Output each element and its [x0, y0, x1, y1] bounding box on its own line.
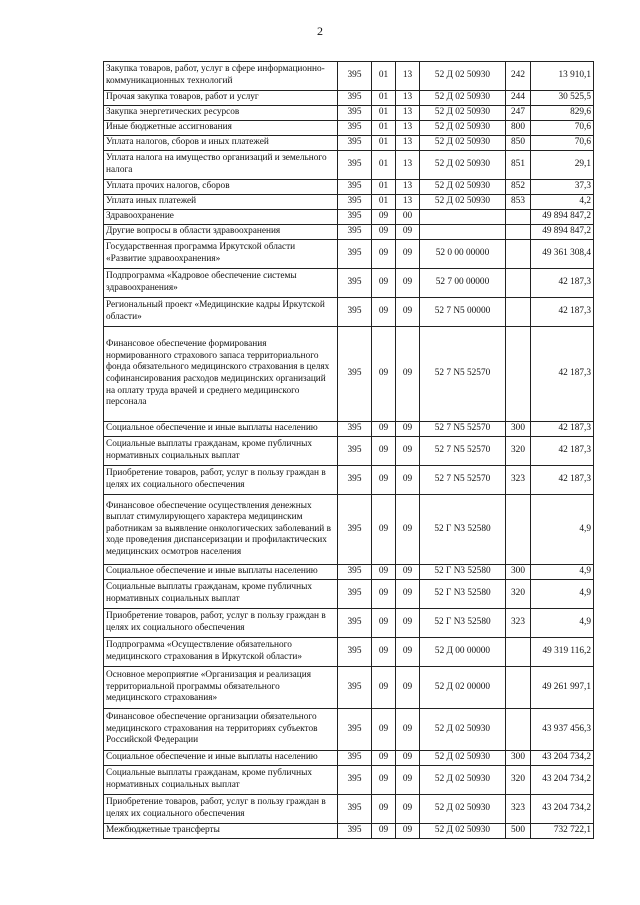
- section-code-cell: 09: [372, 269, 396, 298]
- subsection-code-cell: 13: [396, 62, 420, 91]
- table-row: [104, 269, 594, 298]
- section-code-cell: 09: [372, 638, 396, 667]
- department-code-cell: 395: [338, 580, 372, 609]
- section-code-cell: 01: [372, 91, 396, 106]
- section-code-cell: 09: [372, 466, 396, 495]
- target-article-cell: 52 7 N5 52570: [420, 327, 506, 422]
- expense-name-cell: Межбюджетные трансферты: [104, 824, 338, 839]
- page-number: 2: [317, 24, 323, 38]
- table-row: [104, 180, 594, 195]
- amount-cell: 42 187,3: [531, 327, 594, 422]
- expense-type-cell: [506, 667, 531, 709]
- section-code-cell: 01: [372, 136, 396, 151]
- amount-cell: 732 722,1: [531, 824, 594, 839]
- subsection-code-cell: 09: [396, 751, 420, 766]
- subsection-code-cell: 13: [396, 180, 420, 195]
- target-article-cell: 52 Г N3 52580: [420, 565, 506, 580]
- expense-type-cell: 323: [506, 609, 531, 638]
- subsection-code-cell: 09: [396, 437, 420, 466]
- table-row: [104, 495, 594, 565]
- subsection-code-cell: 13: [396, 121, 420, 136]
- department-code-cell: 395: [338, 210, 372, 225]
- target-article-cell: 52 0 00 00000: [420, 240, 506, 269]
- amount-cell: 43 204 734,2: [531, 766, 594, 795]
- table-row: [104, 751, 594, 766]
- section-code-cell: 09: [372, 580, 396, 609]
- target-article-cell: 52 Г N3 52580: [420, 609, 506, 638]
- target-article-cell: 52 Д 00 00000: [420, 638, 506, 667]
- department-code-cell: 395: [338, 240, 372, 269]
- target-article-cell: 52 Д 02 50930: [420, 195, 506, 210]
- subsection-code-cell: 13: [396, 91, 420, 106]
- amount-cell: 42 187,3: [531, 422, 594, 437]
- expense-type-cell: 247: [506, 106, 531, 121]
- amount-cell: 49 894 847,2: [531, 210, 594, 225]
- expense-type-cell: 852: [506, 180, 531, 195]
- amount-cell: 4,9: [531, 565, 594, 580]
- expense-name-cell: Другие вопросы в области здравоохранения: [104, 225, 338, 240]
- target-article-cell: [420, 210, 506, 225]
- amount-cell: 49 319 116,2: [531, 638, 594, 667]
- expense-type-cell: 851: [506, 151, 531, 180]
- department-code-cell: 395: [338, 62, 372, 91]
- expense-type-cell: 244: [506, 91, 531, 106]
- expense-type-cell: [506, 495, 531, 565]
- table-row: [104, 795, 594, 824]
- table-row: [104, 609, 594, 638]
- amount-cell: 42 187,3: [531, 437, 594, 466]
- section-code-cell: 01: [372, 180, 396, 195]
- table-row: [104, 327, 594, 422]
- section-code-cell: 09: [372, 298, 396, 327]
- department-code-cell: 395: [338, 298, 372, 327]
- expense-type-cell: [506, 298, 531, 327]
- expense-type-cell: [506, 210, 531, 225]
- target-article-cell: 52 Д 02 50930: [420, 751, 506, 766]
- subsection-code-cell: 09: [396, 638, 420, 667]
- budget-table: [103, 61, 594, 839]
- subsection-code-cell: 09: [396, 225, 420, 240]
- target-article-cell: 52 Д 02 50930: [420, 795, 506, 824]
- expense-name-cell: Уплата прочих налогов, сборов: [104, 180, 338, 195]
- subsection-code-cell: 09: [396, 495, 420, 565]
- amount-cell: 43 937 456,3: [531, 709, 594, 751]
- department-code-cell: 395: [338, 91, 372, 106]
- expense-name-cell: Социальное обеспечение и иные выплаты населению: [104, 751, 338, 766]
- amount-cell: 42 187,3: [531, 466, 594, 495]
- target-article-cell: 52 Д 02 50930: [420, 709, 506, 751]
- expense-type-cell: 242: [506, 62, 531, 91]
- department-code-cell: 395: [338, 195, 372, 210]
- subsection-code-cell: 09: [396, 327, 420, 422]
- expense-name-cell: Социальные выплаты гражданам, кроме публичных нормативных социальных выплат: [104, 766, 338, 795]
- target-article-cell: 52 7 N5 00000: [420, 298, 506, 327]
- subsection-code-cell: 09: [396, 667, 420, 709]
- amount-cell: 70,6: [531, 136, 594, 151]
- department-code-cell: 395: [338, 180, 372, 195]
- subsection-code-cell: 09: [396, 422, 420, 437]
- table-row: [104, 121, 594, 136]
- department-code-cell: 395: [338, 225, 372, 240]
- target-article-cell: 52 Д 02 50930: [420, 766, 506, 795]
- expense-name-cell: Приобретение товаров, работ, услуг в пользу граждан в целях их социального обеспечения: [104, 466, 338, 495]
- target-article-cell: 52 Д 02 50930: [420, 106, 506, 121]
- subsection-code-cell: 09: [396, 269, 420, 298]
- amount-cell: 70,6: [531, 121, 594, 136]
- target-article-cell: 52 7 N5 52570: [420, 466, 506, 495]
- amount-cell: 30 525,5: [531, 91, 594, 106]
- section-code-cell: 09: [372, 327, 396, 422]
- amount-cell: 4,9: [531, 495, 594, 565]
- expense-name-cell: Подпрограмма «Осуществление обязательного медицинского страхования в Иркутской области»: [104, 638, 338, 667]
- table-row: [104, 136, 594, 151]
- section-code-cell: 09: [372, 225, 396, 240]
- subsection-code-cell: 09: [396, 709, 420, 751]
- expense-type-cell: 320: [506, 766, 531, 795]
- amount-cell: 29,1: [531, 151, 594, 180]
- department-code-cell: 395: [338, 106, 372, 121]
- target-article-cell: 52 7 00 00000: [420, 269, 506, 298]
- expense-type-cell: 323: [506, 795, 531, 824]
- table-row: [104, 766, 594, 795]
- department-code-cell: 395: [338, 121, 372, 136]
- subsection-code-cell: 09: [396, 298, 420, 327]
- subsection-code-cell: 09: [396, 580, 420, 609]
- expense-type-cell: [506, 638, 531, 667]
- table-row: [104, 240, 594, 269]
- amount-cell: 13 910,1: [531, 62, 594, 91]
- department-code-cell: 395: [338, 766, 372, 795]
- subsection-code-cell: 09: [396, 240, 420, 269]
- subsection-code-cell: 00: [396, 210, 420, 225]
- section-code-cell: 09: [372, 609, 396, 638]
- expense-type-cell: 300: [506, 751, 531, 766]
- department-code-cell: 395: [338, 327, 372, 422]
- target-article-cell: 52 Д 02 50930: [420, 151, 506, 180]
- target-article-cell: 52 Д 02 50930: [420, 824, 506, 839]
- expense-name-cell: Финансовое обеспечение осуществления денежных выплат стимулирующего характера медицинским работникам за выявление онкологических заболеваний в ходе проведения диспансеризации и профилактических медицинских осмотров населения: [104, 495, 338, 565]
- expense-name-cell: Социальное обеспечение и иные выплаты населению: [104, 565, 338, 580]
- amount-cell: 829,6: [531, 106, 594, 121]
- section-code-cell: 09: [372, 437, 396, 466]
- target-article-cell: 52 Г N3 52580: [420, 580, 506, 609]
- budget-table-body: [104, 62, 594, 839]
- expense-name-cell: Социальные выплаты гражданам, кроме публичных нормативных социальных выплат: [104, 580, 338, 609]
- expense-name-cell: Закупка энергетических ресурсов: [104, 106, 338, 121]
- table-row: [104, 106, 594, 121]
- expense-name-cell: Приобретение товаров, работ, услуг в пользу граждан в целях их социального обеспечения: [104, 609, 338, 638]
- department-code-cell: 395: [338, 638, 372, 667]
- expense-type-cell: 853: [506, 195, 531, 210]
- amount-cell: 4,9: [531, 609, 594, 638]
- table-row: [104, 437, 594, 466]
- table-row: [104, 565, 594, 580]
- expense-type-cell: [506, 327, 531, 422]
- expense-name-cell: Финансовое обеспечение организации обязательного медицинского страхования на территориях субъектов Российской Федерации: [104, 709, 338, 751]
- expense-name-cell: Основное мероприятие «Организация и реализация территориальной программы обязательного медицинского страхования»: [104, 667, 338, 709]
- table-row: [104, 466, 594, 495]
- table-row: [104, 62, 594, 91]
- department-code-cell: 395: [338, 609, 372, 638]
- section-code-cell: 09: [372, 751, 396, 766]
- expense-name-cell: Уплата иных платежей: [104, 195, 338, 210]
- subsection-code-cell: 09: [396, 609, 420, 638]
- table-row: [104, 638, 594, 667]
- expense-type-cell: 320: [506, 580, 531, 609]
- expense-type-cell: 300: [506, 565, 531, 580]
- section-code-cell: 01: [372, 195, 396, 210]
- amount-cell: 49 361 308,4: [531, 240, 594, 269]
- expense-name-cell: Уплата налога на имущество организаций и земельного налога: [104, 151, 338, 180]
- section-code-cell: 09: [372, 210, 396, 225]
- expense-name-cell: Прочая закупка товаров, работ и услуг: [104, 91, 338, 106]
- target-article-cell: [420, 225, 506, 240]
- target-article-cell: 52 7 N5 52570: [420, 422, 506, 437]
- table-row: [104, 422, 594, 437]
- department-code-cell: 395: [338, 437, 372, 466]
- expense-type-cell: 320: [506, 437, 531, 466]
- table-row: [104, 195, 594, 210]
- section-code-cell: 09: [372, 495, 396, 565]
- table-row: [104, 709, 594, 751]
- expense-name-cell: Социальные выплаты гражданам, кроме публичных нормативных социальных выплат: [104, 437, 338, 466]
- subsection-code-cell: 09: [396, 565, 420, 580]
- expense-type-cell: [506, 225, 531, 240]
- table-row: [104, 298, 594, 327]
- section-code-cell: 01: [372, 62, 396, 91]
- section-code-cell: 09: [372, 565, 396, 580]
- department-code-cell: 395: [338, 795, 372, 824]
- target-article-cell: 52 Д 02 50930: [420, 62, 506, 91]
- amount-cell: 4,9: [531, 580, 594, 609]
- section-code-cell: 09: [372, 824, 396, 839]
- expense-name-cell: Государственная программа Иркутской области «Развитие здравоохранения»: [104, 240, 338, 269]
- subsection-code-cell: 13: [396, 136, 420, 151]
- table-row: [104, 667, 594, 709]
- department-code-cell: 395: [338, 422, 372, 437]
- table-row: [104, 210, 594, 225]
- subsection-code-cell: 09: [396, 766, 420, 795]
- department-code-cell: 395: [338, 751, 372, 766]
- target-article-cell: 52 Г N3 52580: [420, 495, 506, 565]
- expense-name-cell: Иные бюджетные ассигнования: [104, 121, 338, 136]
- target-article-cell: 52 Д 02 00000: [420, 667, 506, 709]
- section-code-cell: 09: [372, 795, 396, 824]
- amount-cell: 37,3: [531, 180, 594, 195]
- expense-type-cell: [506, 269, 531, 298]
- amount-cell: 4,2: [531, 195, 594, 210]
- table-row: [104, 225, 594, 240]
- expense-name-cell: Подпрограмма «Кадровое обеспечение системы здравоохранения»: [104, 269, 338, 298]
- expense-type-cell: 323: [506, 466, 531, 495]
- subsection-code-cell: 13: [396, 106, 420, 121]
- section-code-cell: 09: [372, 667, 396, 709]
- expense-type-cell: 800: [506, 121, 531, 136]
- section-code-cell: 09: [372, 766, 396, 795]
- amount-cell: 42 187,3: [531, 269, 594, 298]
- subsection-code-cell: 13: [396, 195, 420, 210]
- section-code-cell: 09: [372, 240, 396, 269]
- target-article-cell: 52 Д 02 50930: [420, 121, 506, 136]
- amount-cell: 43 204 734,2: [531, 795, 594, 824]
- subsection-code-cell: 09: [396, 795, 420, 824]
- section-code-cell: 09: [372, 422, 396, 437]
- subsection-code-cell: 09: [396, 824, 420, 839]
- amount-cell: 42 187,3: [531, 298, 594, 327]
- department-code-cell: 395: [338, 136, 372, 151]
- target-article-cell: 52 Д 02 50930: [420, 180, 506, 195]
- department-code-cell: 395: [338, 466, 372, 495]
- target-article-cell: 52 Д 02 50930: [420, 136, 506, 151]
- target-article-cell: 52 Д 02 50930: [420, 91, 506, 106]
- expense-type-cell: 500: [506, 824, 531, 839]
- section-code-cell: 01: [372, 121, 396, 136]
- expense-name-cell: Здравоохранение: [104, 210, 338, 225]
- subsection-code-cell: 13: [396, 151, 420, 180]
- section-code-cell: 09: [372, 709, 396, 751]
- section-code-cell: 01: [372, 106, 396, 121]
- table-row: [104, 580, 594, 609]
- expense-type-cell: 300: [506, 422, 531, 437]
- table-row: [104, 91, 594, 106]
- table-row: [104, 151, 594, 180]
- department-code-cell: 395: [338, 667, 372, 709]
- expense-type-cell: 850: [506, 136, 531, 151]
- expense-name-cell: Финансовое обеспечение формирования нормированного страхового запаса территориального фонда обязательного медицинского страхования в целях софинансирования расходов медицинских организаций на оплату труда врачей и среднего медицинского персонала: [104, 327, 338, 422]
- amount-cell: 49 261 997,1: [531, 667, 594, 709]
- section-code-cell: 01: [372, 151, 396, 180]
- expense-name-cell: Приобретение товаров, работ, услуг в пользу граждан в целях их социального обеспечения: [104, 795, 338, 824]
- subsection-code-cell: 09: [396, 466, 420, 495]
- expense-name-cell: Уплата налогов, сборов и иных платежей: [104, 136, 338, 151]
- department-code-cell: 395: [338, 495, 372, 565]
- department-code-cell: 395: [338, 565, 372, 580]
- amount-cell: 49 894 847,2: [531, 225, 594, 240]
- department-code-cell: 395: [338, 269, 372, 298]
- expense-type-cell: [506, 709, 531, 751]
- expense-name-cell: Закупка товаров, работ, услуг в сфере информационно-коммуникационных технологий: [104, 62, 338, 91]
- department-code-cell: 395: [338, 709, 372, 751]
- expense-name-cell: Социальное обеспечение и иные выплаты населению: [104, 422, 338, 437]
- department-code-cell: 395: [338, 151, 372, 180]
- table-row: [104, 824, 594, 839]
- amount-cell: 43 204 734,2: [531, 751, 594, 766]
- target-article-cell: 52 7 N5 52570: [420, 437, 506, 466]
- department-code-cell: 395: [338, 824, 372, 839]
- expense-name-cell: Региональный проект «Медицинские кадры Иркутской области»: [104, 298, 338, 327]
- expense-type-cell: [506, 240, 531, 269]
